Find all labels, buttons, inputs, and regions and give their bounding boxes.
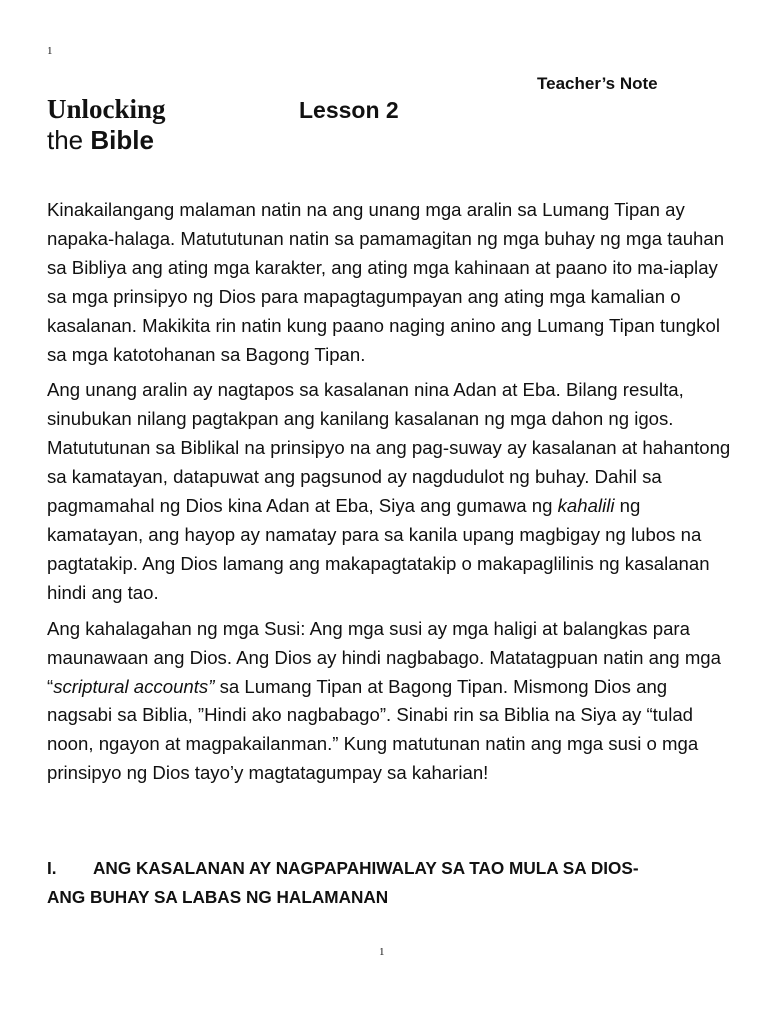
paragraph-keys-part-a: Ang kahalagahan ng mga Susi: Ang mga susi ay mga haligi at balangkas para maunawaan ang Dios. Ang Dios ay hindi nagbabago. Matatagpuan natin ang mga “ <box>47 617 721 697</box>
title-line-2 <box>47 125 399 155</box>
section-number: I. <box>47 858 57 878</box>
section-heading <box>47 854 737 912</box>
page-number-top: 1 <box>47 45 53 57</box>
paragraph-first-lesson-part-b: ng kamatayan, ang hayop ay namatay para sa kanila upang magbigay ng lubos na pagtatakip. Ang Dios lamang ang makapagtatakip o makapaglilinis ng kasalanan hindi ang tao. <box>47 495 710 603</box>
title-line-1 <box>47 94 399 125</box>
body-text <box>47 196 732 795</box>
title-unlocking: Unlocking <box>47 94 166 124</box>
paragraph-first-lesson-part-a: Ang unang aralin ay nagtapos sa kasalanan nina Adan at Eba. Bilang resulta, sinubukan nilang pagtakpan ang kanilang kasalanan ng mga dahon ng igos. Matututunan sa Biblikal na prinsipyo na ang pag-suway ay kasalanan at hahantong sa kamatayan, datapuwat ang pagsunod ay nagdudulot ng buhay. Dahil sa pagmamahal ng Dios kina Adan at Eba, Siya ang gumawa ng <box>47 379 731 517</box>
paragraph-keys-part-b: sa Lumang Tipan at Bagong Tipan. Mismong Dios ang nagsabi sa Biblia, ”Hindi ako nagbabago”. Sinabi rin sa Biblia na Siya ay “tulad noon, ngayon at magpakailanman.” Kung matutunan natin ang mga susi o mga prinsipyo ng Dios tayo’y magtatagumpay sa kaharian! <box>47 675 699 784</box>
paragraph-intro: Kinakailangang malaman natin na ang unang mga aralin sa Lumang Tipan ay napaka-halaga. Matututunan natin sa pamamagitan ng mga buhay ng mga tauhan sa Bibliya ang ating mga karakter, ang ating mga kahinaan at paano ito ma-iaplay sa mga prinsipyo ng Dios para mapagtagumpayan ang ating mga kamalian o kasalanan. Makikita rin natin kung paano naging anino ang Lumang Tipan tungkol sa mga katotohanan sa Bagong Tipan. <box>47 199 725 365</box>
paragraph-first-lesson <box>47 376 732 607</box>
section-title-line-2: ANG BUHAY SA LABAS NG HALAMANAN <box>47 887 389 907</box>
title-the: the <box>47 125 91 155</box>
paragraph-keys <box>47 615 732 788</box>
teachers-note-label: Teacher’s Note <box>537 74 658 93</box>
title-bible: Bible <box>90 125 154 155</box>
emphasis-kahalili: kahalili <box>557 495 615 517</box>
page-number-bottom: 1 <box>379 946 385 958</box>
emphasis-scriptural-accounts: scriptural accounts” <box>53 675 215 697</box>
title-block <box>47 94 399 155</box>
lesson-label: Lesson 2 <box>299 97 399 123</box>
section-title-line-1: ANG KASALANAN AY NAGPAPAHIWALAY SA TAO MULA SA DIOS- <box>93 858 639 878</box>
section-heading-line-1 <box>47 854 737 883</box>
